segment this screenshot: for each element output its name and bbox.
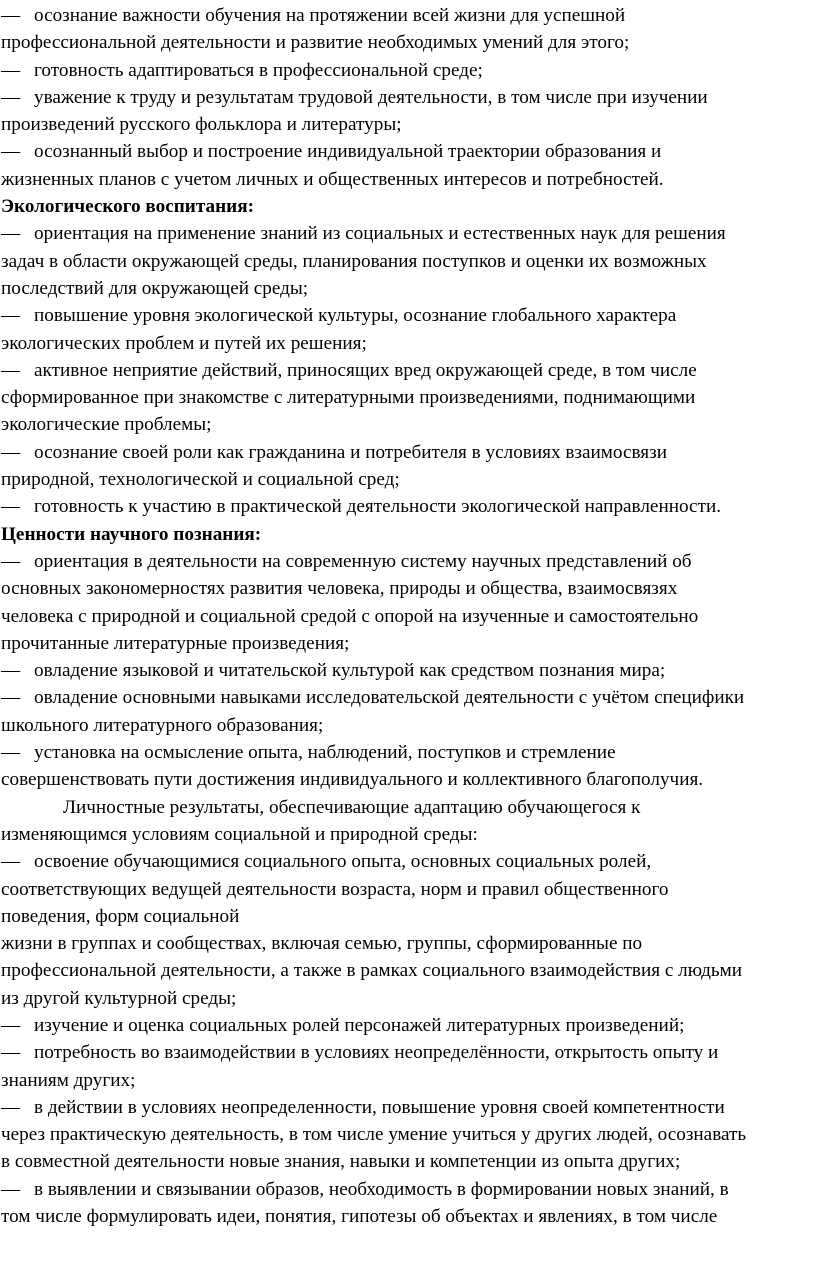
bullet-line [1,1094,812,1121]
bullet-dash: — [1,305,21,327]
bullet-text: овладение языковой и читательской культурой как средством познания мира; [34,660,666,682]
bullet-line [1,84,812,111]
bullet-line [1,493,812,520]
paragraph-line: жизненных планов с учетом личных и общественных интересов и потребностей. [1,168,664,190]
paragraph-line: поведения, форм социальной [1,905,240,927]
bullet-line [1,302,812,329]
bullet-text: освоение обучающимися социального опыта, основных социальных ролей, [34,851,652,873]
paragraph-line: из другой культурной среды; [1,987,237,1009]
paragraph-line: том числе формулировать идеи, понятия, гипотезы об объектах и явлениях, в том числе [1,1206,718,1228]
bullet-dash: — [1,1096,21,1118]
bullet-dash: — [1,496,21,518]
bullet-line [1,57,812,84]
paragraph-line: сформированное при знакомстве с литературными произведениями, поднимающими [1,387,696,409]
bullet-text: повышение уровня экологической культуры, осознание глобального характера [34,305,677,327]
bullet-dash: — [1,441,21,463]
bullet-dash: — [1,5,21,26]
bullet-text: в выявлении и связывании образов, необходимость в формировании новых знаний, в [34,1178,729,1200]
paragraph-line: последствий для окружающей среды; [1,277,309,299]
bullet-dash: — [1,59,21,81]
bullet-text: ориентация на применение знаний из социальных и естественных наук для решения [34,223,726,245]
bullet-line [1,138,812,165]
bullet-text: осознанный выбор и построение индивидуальной траектории образования и [34,141,662,163]
bullet-dash: — [1,687,21,709]
paragraph-line: совершенствовать пути достижения индивидуального и коллективного благополучия. [1,769,704,791]
bullet-text: осознание важности обучения на протяжении всей жизни для успешной [34,5,626,26]
bullet-line [1,1039,812,1066]
bullet-text: осознание своей роли как гражданина и потребителя в условиях взаимосвязи [34,441,667,463]
bullet-text: изучение и оценка социальных ролей персонажей литературных произведений; [34,1014,685,1036]
bullet-dash: — [1,851,21,873]
bullet-line [1,548,812,575]
bullet-line [1,357,812,384]
bullet-text: потребность во взаимодействии в условиях неопределённости, открытость опыту и [34,1042,719,1064]
bullet-text: готовность адаптироваться в профессиональной среде; [34,59,483,81]
paragraph-line: основных закономерностях развития человека, природы и общества, взаимосвязях [1,578,678,600]
bullet-line [1,739,812,766]
paragraph-line: жизни в группах и сообществах, включая семью, группы, сформированные по [1,933,643,955]
paragraph-line: экологические проблемы; [1,414,212,436]
section-heading: Ценности научного познания: [1,523,262,545]
bullet-line [1,2,812,29]
bullet-dash: — [1,86,21,108]
bullet-text: уважение к труду и результатам трудовой деятельности, в том числе при изучении [34,86,708,108]
bullet-line [1,1012,812,1039]
paragraph-line: знаниям других; [1,1069,136,1091]
bullet-dash: — [1,1042,21,1064]
paragraph-line: природной, технологической и социальной сред; [1,469,400,491]
bullet-dash: — [1,742,21,764]
bullet-text: готовность к участию в практической деятельности экологической направленности. [34,496,722,518]
bullet-line [1,220,812,247]
bullet-text: установка на осмысление опыта, наблюдений, поступков и стремление [34,742,616,764]
paragraph-line: человека с природной и социальной средой с опорой на изученные и самостоятельно [1,605,699,627]
bullet-line [1,684,812,711]
bullet-dash: — [1,223,21,245]
paragraph-line: соответствующих ведущей деятельности возраста, норм и правил общественного [1,878,669,900]
bullet-text: овладение основными навыками исследовательской деятельности с учётом специфики [34,687,745,709]
bullet-dash: — [1,359,21,381]
bullet-text: ориентация в деятельности на современную систему научных представлений об [34,550,692,572]
bullet-line [1,657,812,684]
bullet-text: в действии в условиях неопределенности, повышение уровня своей компетентности [34,1096,725,1118]
paragraph-line: профессиональной деятельности, а также в рамках социального взаимодействия с людьми [1,960,743,982]
bullet-dash: — [1,660,21,682]
paragraph-line: в совместной деятельности новые знания, навыки и компетенции из опыта других; [1,1151,681,1173]
bullet-dash: — [1,550,21,572]
section-heading: Экологического воспитания: [1,196,254,218]
bullet-line [1,439,812,466]
paragraph-line: школьного литературного образования; [1,714,324,736]
bullet-text: активное неприятие действий, приносящих вред окружающей среде, в том числе [34,359,697,381]
paragraph-line: произведений русского фольклора и литературы; [1,114,402,136]
bullet-dash: — [1,1178,21,1200]
bullet-line [1,1176,812,1203]
document-body [1,2,812,1230]
paragraph-line: задач в области окружающей среды, планирования поступков и оценки их возможных [1,250,707,272]
paragraph-line: экологических проблем и путей их решения; [1,332,367,354]
bullet-dash: — [1,141,21,163]
bullet-dash: — [1,1014,21,1036]
paragraph-line: профессиональной деятельности и развитие необходимых умений для этого; [1,32,630,54]
paragraph-line: изменяющимся условиям социальной и природной среды: [1,823,478,845]
paragraph-line: через практическую деятельность, в том числе умение учиться у других людей, осознавать [1,1124,747,1146]
paragraph-line: прочитанные литературные произведения; [1,632,350,654]
paragraph-line: Личностные результаты, обеспечивающие адаптацию обучающегося к [63,796,641,818]
bullet-line [1,848,812,875]
